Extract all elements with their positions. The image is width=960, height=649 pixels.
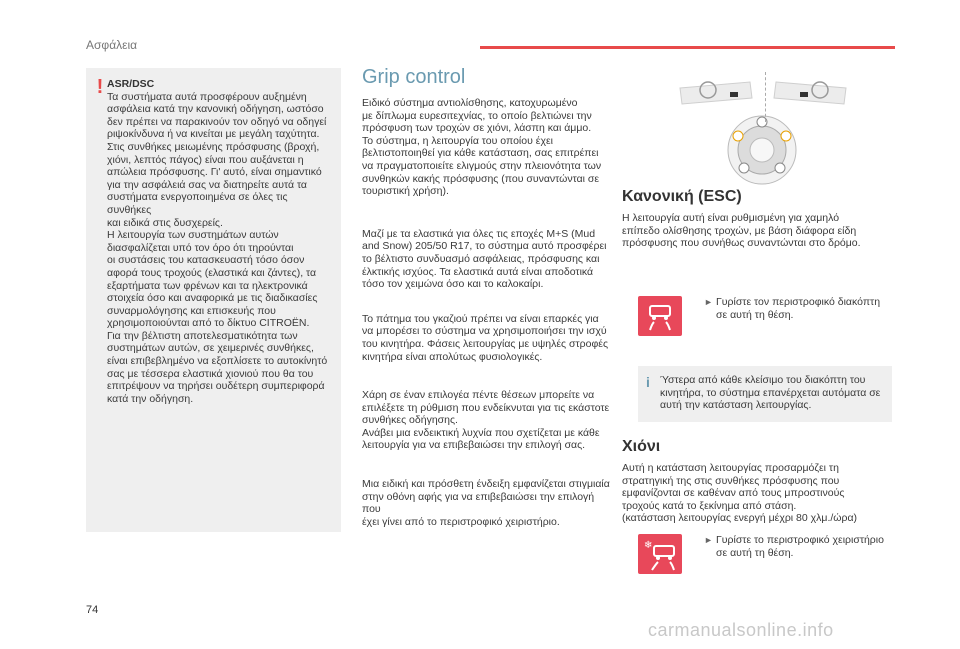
info-text: Ύστερα από κάθε κλείσιμο του διακόπτη του κινητήρα, το σύστημα επανέρχεται αυτόματα σε αυτή την κατάσταση λειτουργίας. — [660, 374, 881, 412]
normal-mode-title: Κανονική (ESC) — [622, 188, 742, 205]
snow-mode-section — [622, 438, 892, 525]
grip-control-section — [362, 66, 610, 550]
normal-instruction: Γυρίστε τον περιστροφικό διακόπτη σε αυτή τη θέση. — [716, 296, 881, 321]
snow-mode-icon — [638, 534, 682, 574]
grip-paragraph-3: Το πάτημα του γκαζιού πρέπει να είναι επαρκές για να μπορέσει το σύστημα να χρησιμοποιήσει την ισχύ του κινητήρα. Φάσεις λειτουργίας με υψηλές στροφές κινητήρα είναι απολύτως φυσιολογικές. — [362, 312, 609, 363]
watermark: carmanualsonline.info — [648, 620, 834, 640]
warning-icon: ! — [96, 76, 104, 98]
grip-paragraph-5: Μια ειδική και πρόσθετη ένδειξη εμφανίζεται στιγμιαία στην οθόνη αφής για να επιβεβαιώσει την επιλογή που έχει γίνει από το περιστροφικό χειριστήριο. — [362, 478, 610, 528]
illustration-divider — [765, 72, 766, 122]
header-rule — [480, 46, 895, 49]
selector-illustration — [660, 70, 900, 190]
grip-paragraph-1: Ειδικό σύστημα αντιολίσθησης, κατοχυρωμένο με δίπλωμα ευρεσιτεχνίας, το οποίο βελτιώνει την πρόσφυση των τροχών σε χιόνι, λάσπη και άμμο. Το σύστημα, η λειτουργία του οποίου έχει βελτιστοποιηθεί για κάθε κατάσταση, σας επιτρέπει να πραγματοποιείτε ελιγμούς στην πλειονότητα των συνθηκών κακής πρόσφυσης (που συναντώνται σε τουριστική χρήση). — [362, 97, 602, 198]
snow-instruction: Γυρίστε το περιστροφικό χειριστήριο σε αυτή τη θέση. — [716, 534, 884, 559]
normal-instr-bullet: ► — [704, 297, 713, 307]
info-icon: i — [646, 374, 650, 390]
snow-mode-text: Αυτή η κατάσταση λειτουργίας προσαρμόζει τη στρατηγική της στις συνθήκες πρόσφυσης που εμφανίζονται σε καθέναν από τους μπροστινούς τροχούς κατά το ξεκίνημα από στάση. (κατάσταση λειτουργίας ενεργή μέχρι 80 χλμ./ώρα) — [622, 462, 858, 525]
normal-mode-section — [622, 188, 892, 250]
rotary-selector-knob — [728, 116, 796, 184]
snow-instr-bullet: ► — [704, 535, 713, 545]
normal-mode-text: Η λειτουργία αυτή είναι ρυθμισμένη για χαμηλό επίπεδο ολίσθησης τροχών, με βάση διάφορα είδη πρόσφυσης που συνήθως συναντώνται στο δρόμο. — [622, 212, 861, 250]
grip-paragraph-2: Μαζί με τα ελαστικά για όλες τις εποχές M+S (Mud and Snow) 205/50 R17, το σύστημα αυτό προσφέρει το βέλτιστο συνδυασμό ασφάλειας, πρόσφυσης και έλκτικής ισχύος. Τα ελαστικά αυτά είναι αποδοτικά τόσο τον χειμώνα όσο και το καλοκαίρι. — [362, 227, 607, 291]
warning-title: ASR/DSC — [107, 78, 155, 90]
dashboard-left-icon — [680, 82, 752, 104]
dashboard-right-icon — [774, 82, 846, 104]
header-section-label: Ασφάλεια — [86, 38, 138, 52]
grip-control-title: Grip control — [362, 66, 466, 88]
page-number: 74 — [86, 604, 99, 616]
warning-box — [86, 68, 341, 532]
warning-text: Τα συστήματα αυτά προσφέρουν αυξημένη ασφάλεια κατά την κανονική οδήγηση, ωστόσο δεν πρέπει να παρακινούν τον οδηγό να οδηγεί ριψοκίνδυνα ή να κινείται με μεγάλη ταχύτητα. Στις συνθήκες μειωμένης πρόσφυσης (βροχή, χιόνι, λεπτός πάγος) είναι που αυξάνεται η απώλεια πρόσφυσης. Γι' αυτό, είναι σημαντικό για την ασφάλειά σας να διατηρείτε αυτά τα συστήματα ενεργοποιημένα σε όλες τις συνθήκες και ειδικά στις δυσχερείς. Η λειτουργία των συστημάτων αυτών διασφαλίζεται υπό τον όρο ότι τηρούνται οι συστάσεις του κατασκευαστή τόσο όσον αφορά τους τροχούς (ελαστικά και ζάντες), τα εξαρτήματα των φρένων και τα ηλεκτρονικά στοιχεία όσο και αναφορικά με τις διαδικασίες συναρμολόγησης και επισκευής που χρησιμοποιούνται από το δίκτυο CITROËN. Για την βέλτιστη αποτελεσματικότητα των συστημάτων αυτών, σε χειμερινές συνθήκες, είναι επιβεβλημένο να εξοπλίσετε το αυτοκίνητό σας με τέσσερα ελαστικά χιονιού που θα του επιτρέψουν να τηρήσει ουδέτερη συμπεριφορά κατά την οδήγηση. — [107, 90, 328, 405]
grip-paragraph-4: Χάρη σε έναν επιλογέα πέντε θέσεων μπορείτε να επιλέξετε τη ρύθμιση που ενδείκνυται για τις εκάστοτε συνθήκες οδήγησης. Ανάβει μια ενδεικτική λυχνία που σχετίζεται με κάθε λειτουργία για να επιβεβαιώσει την επιλογή σας. — [362, 389, 610, 452]
snow-mode-title: Χιόνι — [622, 438, 661, 455]
normal-mode-icon — [638, 296, 682, 336]
info-box — [638, 366, 892, 422]
svg-text:❄: ❄ — [644, 540, 653, 551]
